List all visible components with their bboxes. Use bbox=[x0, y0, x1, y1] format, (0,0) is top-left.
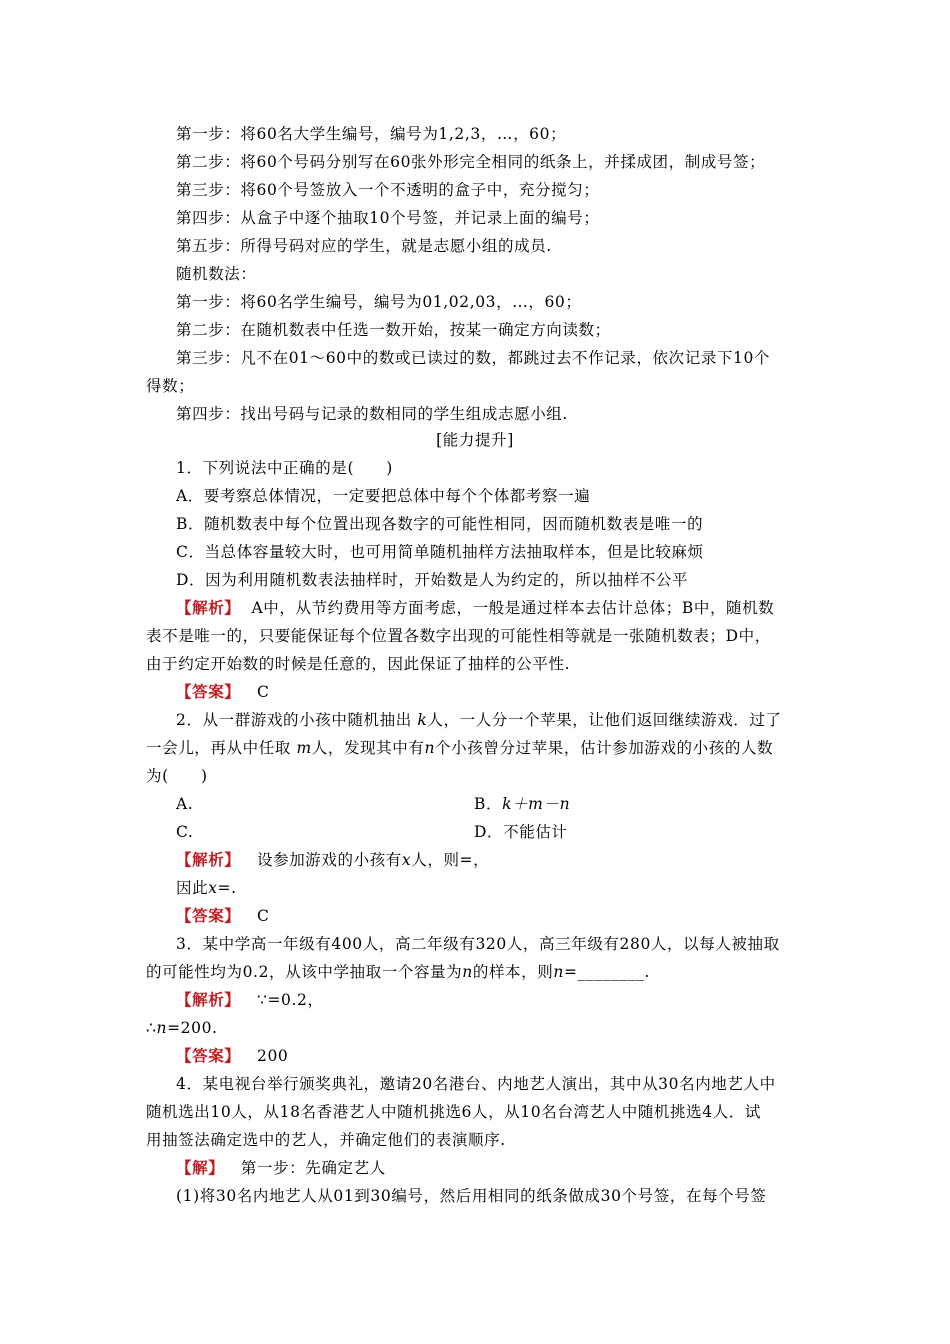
q3-line2 bbox=[146, 962, 650, 982]
var-x: x bbox=[401, 851, 412, 869]
q4-solution bbox=[176, 1158, 386, 1178]
q2-option-b bbox=[474, 794, 570, 814]
var-n: n bbox=[424, 739, 436, 757]
q2-analysis-text: 设参加游戏的小孩有 bbox=[257, 851, 402, 869]
var-x: x bbox=[208, 879, 218, 897]
q2-therefore bbox=[176, 878, 237, 898]
method1-step3: 第三步：将60个号签放入一个不透明的盒子中，充分搅匀； bbox=[176, 181, 600, 199]
q4-solution-text: 第一步：先确定艺人 bbox=[240, 1159, 386, 1177]
q2-option-b-expr: k＋m－n bbox=[502, 795, 571, 813]
q2-answer bbox=[176, 906, 269, 926]
method2-step4: 第四步：找出号码与记录的数相同的学生组成志愿小组. bbox=[176, 405, 568, 423]
method2-step1: 第一步：将60名学生编号，编号为01,02,03，…，60； bbox=[176, 293, 582, 311]
q1-option-c: C．当总体容量较大时，也可用简单随机抽样方法抽取样本，但是比较麻烦 bbox=[176, 543, 704, 561]
method2-step3: 第三步：凡不在01～60中的数或已读过的数，都跳过去不作记录，依次记录下10个 bbox=[176, 349, 771, 367]
q4-line1: 4．某电视台举行颁奖典礼，邀请20名港台、内地艺人演出，其中从30名内地艺人中 bbox=[176, 1075, 776, 1093]
var-n: n bbox=[462, 963, 473, 981]
var-n: n bbox=[156, 1019, 168, 1037]
q3-text: 的可能性均为0.2，从该中学抽取一个容量为 bbox=[146, 963, 463, 981]
q3-text: =________. bbox=[563, 963, 650, 981]
q4-line3: 用抽签法确定选中的艺人，并确定他们的表演顺序. bbox=[146, 1131, 506, 1149]
section-title: [能力提升] bbox=[436, 431, 514, 449]
var-n: n bbox=[553, 963, 564, 981]
q1-option-d: D．因为利用随机数表法抽样时，开始数是人为约定的，所以抽样不公平 bbox=[176, 571, 689, 589]
q2-therefore-text: =. bbox=[217, 879, 237, 897]
method2-step2: 第二步：在随机数表中任选一数开始，按某一确定方向读数； bbox=[176, 321, 611, 339]
q2-therefore-text: 因此 bbox=[176, 879, 209, 897]
q1-analysis-text1: A中，从节约费用等方面考虑，一般是通过样本去估计总体；B中，随机数 bbox=[251, 599, 775, 617]
q4-last-line: (1)将30名内地艺人从01到30编号，然后用相同的纸条做成30个号签，在每个号签 bbox=[176, 1187, 767, 1205]
q3-analysis-text: ∵=0.2， bbox=[257, 991, 324, 1009]
q3-answer bbox=[176, 1046, 288, 1066]
method1-step4: 第四步：从盒子中逐个抽取10个号签，并记录上面的编号； bbox=[176, 209, 600, 227]
q2-option-c: C. bbox=[176, 823, 194, 841]
therefore-symbol: ∴ bbox=[146, 1019, 157, 1037]
method1-step1: 第一步：将60名大学生编号，编号为1,2,3，…，60； bbox=[176, 125, 567, 143]
answer-label: 【答案】 bbox=[176, 1046, 241, 1065]
answer-label: 【答案】 bbox=[176, 682, 241, 701]
analysis-label: 【解析】 bbox=[176, 990, 241, 1009]
q2-option-d: D．不能估计 bbox=[474, 823, 568, 841]
method1-step2: 第二步：将60个号码分别写在60张外形完全相同的纸条上，并揉成团，制成号签； bbox=[176, 153, 766, 171]
q2-option-b-label: B． bbox=[474, 795, 503, 813]
q2-text: 2．从一群游戏的小孩中随机抽出 bbox=[176, 711, 412, 729]
q2-text: 一会儿，再从中任取 bbox=[146, 739, 291, 757]
q2-option-a: A. bbox=[176, 795, 194, 813]
q3-line1: 3．某中学高一年级有400人，高二年级有320人，高三年级有280人，以每人被抽取 bbox=[176, 935, 780, 953]
var-m: m bbox=[296, 739, 312, 757]
method1-step5: 第五步：所得号码对应的学生，就是志愿小组的成员. bbox=[176, 237, 552, 255]
analysis-label: 【解析】 bbox=[176, 598, 241, 617]
q1-analysis-line2: 表不是唯一的，只要能保证每个位置各数字出现的可能性相等就是一张随机数表；D中， bbox=[146, 627, 771, 645]
q2-line2 bbox=[146, 738, 773, 758]
q3-therefore bbox=[146, 1018, 218, 1038]
method2-title: 随机数法： bbox=[176, 265, 257, 283]
q1-answer bbox=[176, 682, 269, 702]
q2-line3: 为( ) bbox=[146, 767, 208, 785]
q1-analysis-line1 bbox=[176, 598, 774, 618]
answer-label: 【答案】 bbox=[176, 906, 241, 925]
q2-line1 bbox=[176, 710, 782, 730]
solution-label: 【解】 bbox=[176, 1158, 225, 1177]
q3-analysis bbox=[176, 990, 324, 1010]
q3-answer-value: 200 bbox=[257, 1047, 289, 1065]
q3-text: 的样本，则 bbox=[472, 963, 554, 981]
method2-step3-cont: 得数； bbox=[146, 377, 195, 395]
q2-text: 个小孩曾分过苹果，估计参加游戏的小孩的人数 bbox=[435, 739, 774, 757]
var-k: k bbox=[417, 711, 428, 729]
q1-stem: 1．下列说法中正确的是( ) bbox=[176, 459, 393, 477]
q1-option-a: A．要考察总体情况，一定要把总体中每个个体都考察一遍 bbox=[176, 487, 591, 505]
q1-answer-value: C bbox=[257, 683, 270, 701]
analysis-label: 【解析】 bbox=[176, 850, 241, 869]
q2-analysis-text: 人，则=， bbox=[411, 851, 490, 869]
q3-therefore-text: =200. bbox=[167, 1019, 218, 1037]
q2-text: 人，发现其中有 bbox=[311, 739, 425, 757]
q4-line2: 随机选出10人，从18名香港艺人中随机挑选6人，从10名台湾艺人中随机挑选4人．试 bbox=[146, 1103, 761, 1121]
q1-analysis-line3: 由于约定开始数的时候是任意的，因此保证了抽样的公平性. bbox=[146, 655, 571, 673]
q2-answer-value: C bbox=[257, 907, 270, 925]
q1-option-b: B．随机数表中每个位置出现各数字的可能性相同，因而随机数表是唯一的 bbox=[176, 515, 704, 533]
q2-analysis bbox=[176, 850, 489, 870]
q2-text: 人，一人分一个苹果，让他们返回继续游戏．过了 bbox=[427, 711, 782, 729]
